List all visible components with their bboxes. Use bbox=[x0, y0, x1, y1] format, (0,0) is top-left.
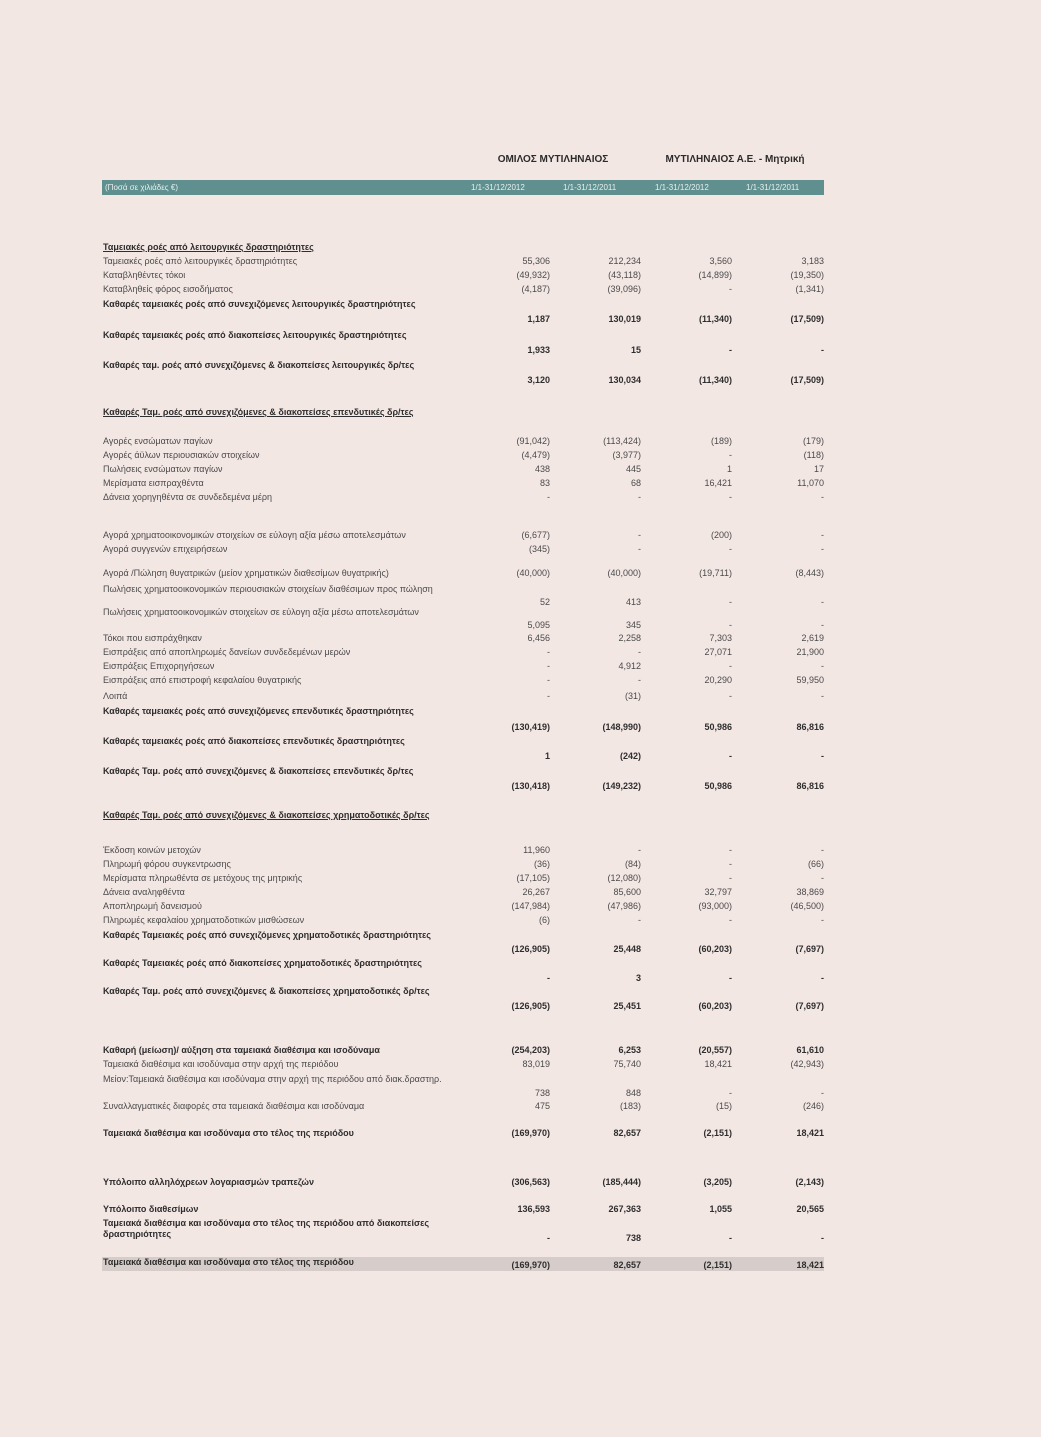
value-cell-col2: (185,444) bbox=[602, 1177, 641, 1187]
value-cell-col2: 212,234 bbox=[608, 256, 641, 266]
value-cell-col1: 83,019 bbox=[522, 1059, 550, 1069]
subtotal-row bbox=[102, 1257, 824, 1271]
row-label: Μερίσματα πληρωθέντα σε μετόχους της μητρικής bbox=[103, 873, 303, 883]
value-cell-col3: 18,421 bbox=[704, 1059, 732, 1069]
value-cell-col2: 413 bbox=[625, 597, 641, 607]
subtotal-row bbox=[102, 1128, 824, 1139]
table-row bbox=[102, 1074, 824, 1099]
table-row bbox=[102, 915, 824, 926]
value-cell-col2: (148,990) bbox=[602, 722, 641, 732]
table-row bbox=[102, 661, 824, 672]
row-label: Υπόλοιπο διαθεσίμων bbox=[103, 1204, 199, 1214]
value-cell-col1: 26,267 bbox=[522, 887, 550, 897]
value-cell-col1: (4,187) bbox=[521, 284, 550, 294]
value-cell-col1: (49,932) bbox=[516, 270, 550, 280]
value-cell-col2: (113,424) bbox=[603, 436, 641, 446]
row-label: Αγορές άϋλων περιουσιακών στοιχείων bbox=[103, 450, 260, 460]
row-label: Εισπράξεις Επιχορηγήσεων bbox=[103, 661, 215, 671]
value-cell-col2: 25,451 bbox=[613, 1001, 641, 1011]
value-cell-col4: (179) bbox=[802, 436, 824, 446]
value-cell-col3: 7,303 bbox=[709, 633, 732, 643]
value-cell-col2: - bbox=[638, 647, 641, 657]
value-cell-col1: 3,120 bbox=[527, 375, 550, 385]
row-label: Ταμειακές ροές από λειτουργικές δραστηριότητες bbox=[103, 242, 314, 252]
value-cell-col2: (149,232) bbox=[602, 781, 641, 791]
value-cell-col3: - bbox=[729, 915, 732, 925]
subtotal-row bbox=[102, 930, 824, 955]
value-cell-col3: (2,151) bbox=[703, 1128, 732, 1138]
value-cell-col3: (3,205) bbox=[703, 1177, 732, 1187]
value-cell-col2: - bbox=[638, 492, 641, 502]
subtotal-row bbox=[102, 736, 824, 762]
subtotal-row bbox=[102, 958, 824, 984]
value-cell-col1: (36) bbox=[533, 859, 550, 869]
value-cell-col2: (47,986) bbox=[607, 901, 641, 911]
value-cell-col1: - bbox=[547, 691, 550, 701]
value-cell-col1: (169,970) bbox=[511, 1260, 550, 1270]
value-cell-col2: 267,363 bbox=[608, 1204, 641, 1214]
table-row bbox=[102, 607, 824, 631]
value-cell-col3: - bbox=[729, 859, 732, 869]
value-cell-col1: (306,563) bbox=[511, 1177, 550, 1187]
table-row bbox=[102, 530, 824, 541]
value-cell-col4: 38,869 bbox=[796, 887, 824, 897]
subtotal-row bbox=[102, 706, 824, 733]
subtotal-row bbox=[102, 1045, 824, 1056]
value-cell-col2: - bbox=[638, 845, 641, 855]
value-cell-col1: 738 bbox=[534, 1088, 550, 1098]
value-cell-col4: (17,509) bbox=[790, 375, 824, 385]
row-label: Πωλήσεις χρηματοοικονομικών περιουσιακών στοιχείων διαθέσιμων προς πώληση bbox=[103, 584, 433, 594]
value-cell-col3: (93,000) bbox=[698, 901, 732, 911]
value-cell-col2: (84) bbox=[624, 859, 641, 869]
value-cell-col3: 16,421 bbox=[704, 478, 732, 488]
value-cell-col1: 1,187 bbox=[527, 314, 550, 324]
row-label: Μείον:Ταμειακά διαθέσιμα και ισοδύναμα στην αρχή της περιόδου από διακ.δραστηρ. bbox=[103, 1074, 442, 1084]
row-label: Πληρωμή φόρου συγκεντρωσης bbox=[103, 859, 231, 869]
value-cell-col3: (2,151) bbox=[703, 1260, 732, 1270]
value-cell-col4: (17,509) bbox=[790, 314, 824, 324]
row-label: Καθαρές Ταμ. ροές από συνεχιζόμενες & διακοπείσες χρηματοδοτικές δρ/τες bbox=[103, 810, 430, 820]
row-label: Καταβληθέντες τόκοι bbox=[103, 270, 186, 280]
value-cell-col4: 86,816 bbox=[796, 781, 824, 791]
value-cell-col3: (11,340) bbox=[698, 375, 732, 385]
value-cell-col1: (126,905) bbox=[511, 1001, 550, 1011]
value-cell-col4: (7,697) bbox=[795, 1001, 824, 1011]
row-label: Καθαρές Ταμειακές ροές από συνεχιζόμενες χρηματοδοτικές δραστηριότητες bbox=[103, 930, 431, 940]
value-cell-col3: - bbox=[729, 661, 732, 671]
value-cell-col1: - bbox=[547, 661, 550, 671]
row-label: Πληρωμές κεφαλαίου χρηματοδοτικών μισθώσεων bbox=[103, 915, 305, 925]
value-cell-col4: (2,143) bbox=[795, 1177, 824, 1187]
value-cell-col3: - bbox=[729, 345, 732, 355]
value-cell-col4: - bbox=[821, 597, 824, 607]
value-cell-col1: - bbox=[547, 973, 550, 983]
value-cell-col1: (147,984) bbox=[511, 901, 550, 911]
col-header-3: 1/1-31/12/2012 bbox=[655, 183, 709, 192]
value-cell-col2: 445 bbox=[625, 464, 641, 474]
value-cell-col4: 86,816 bbox=[796, 722, 824, 732]
value-cell-col1: - bbox=[547, 675, 550, 685]
table-row bbox=[102, 478, 824, 489]
value-cell-col2: 345 bbox=[625, 620, 641, 630]
value-cell-col2: - bbox=[638, 915, 641, 925]
value-cell-col2: (3,977) bbox=[612, 450, 641, 460]
units-label: (Ποσά σε χιλιάδες €) bbox=[105, 183, 178, 192]
value-cell-col3: 50,986 bbox=[704, 781, 732, 791]
value-cell-col1: 52 bbox=[539, 597, 550, 607]
value-cell-col2: - bbox=[638, 675, 641, 685]
value-cell-col2: 2,258 bbox=[618, 633, 641, 643]
table-row bbox=[102, 256, 824, 267]
value-cell-col1: 55,306 bbox=[522, 256, 550, 266]
value-cell-col4: - bbox=[821, 873, 824, 883]
value-cell-col1: 136,593 bbox=[517, 1204, 550, 1214]
value-cell-col3: - bbox=[729, 1233, 732, 1243]
subtotal-row bbox=[102, 330, 824, 356]
row-label: Αγορές ενσώματων παγίων bbox=[103, 436, 213, 446]
value-cell-col2: 3 bbox=[635, 973, 641, 983]
row-label: Καθαρές Ταμ. ροές από συνεχιζόμενες & διακοπείσες επενδυτικές δρ/τες bbox=[103, 407, 414, 417]
value-cell-col2: 738 bbox=[625, 1233, 641, 1243]
row-label: Ταμειακά διαθέσιμα και ισοδύναμα στο τέλος της περιόδου bbox=[103, 1128, 354, 1138]
value-cell-col3: 32,797 bbox=[704, 887, 732, 897]
row-label: Ταμειακά διαθέσιμα και ισοδύναμα στο τέλος της περιόδου bbox=[103, 1257, 354, 1267]
col-header-1: 1/1-31/12/2012 bbox=[471, 183, 525, 192]
value-cell-col4: - bbox=[821, 620, 824, 630]
table-row bbox=[102, 691, 824, 702]
value-cell-col3: (60,203) bbox=[698, 1001, 732, 1011]
section-header-row bbox=[102, 242, 824, 254]
value-cell-col1: (130,419) bbox=[511, 722, 550, 732]
row-label: Καθαρές ταμ. ροές από συνεχιζόμενες & διακοπείσες λειτουργικές δρ/τες bbox=[103, 360, 415, 370]
value-cell-col1: - bbox=[547, 492, 550, 502]
section-header-row bbox=[102, 810, 824, 834]
value-cell-col2: 82,657 bbox=[613, 1260, 641, 1270]
value-cell-col1: 6,456 bbox=[527, 633, 550, 643]
value-cell-col4: 59,950 bbox=[796, 675, 824, 685]
row-label: Καθαρή (μείωση)/ αύξηση στα ταμειακά διαθέσιμα και ισοδύναμα bbox=[103, 1045, 380, 1055]
row-label: Καθαρές Ταμειακές ροές από διακοπείσες χρηματοδοτικές δραστηριότητες bbox=[103, 958, 422, 968]
value-cell-col2: 848 bbox=[625, 1088, 641, 1098]
value-cell-col4: - bbox=[821, 845, 824, 855]
value-cell-col2: 82,657 bbox=[613, 1128, 641, 1138]
table-row bbox=[102, 270, 824, 281]
subtotal-row bbox=[102, 1204, 824, 1215]
group-header-consolidated: ΟΜΙΛΟΣ ΜΥΤΙΛΗΝΑΙΟΣ bbox=[497, 154, 609, 165]
value-cell-col3: 50,986 bbox=[704, 722, 732, 732]
value-cell-col4: (246) bbox=[802, 1101, 824, 1111]
value-cell-col1: 5,095 bbox=[527, 620, 550, 630]
row-label: Μερίσματα εισπραχθέντα bbox=[103, 478, 204, 488]
value-cell-col1: (254,203) bbox=[511, 1045, 550, 1055]
value-cell-col1: (169,970) bbox=[511, 1128, 550, 1138]
value-cell-col4: - bbox=[821, 530, 824, 540]
value-cell-col3: - bbox=[729, 620, 732, 630]
table-row bbox=[102, 492, 824, 503]
value-cell-col3: 1,055 bbox=[709, 1204, 732, 1214]
value-cell-col1: (4,479) bbox=[521, 450, 550, 460]
row-label: Τόκοι που εισπράχθηκαν bbox=[103, 633, 202, 643]
value-cell-col2: 25,448 bbox=[613, 944, 641, 954]
col-header-4: 1/1-31/12/2011 bbox=[746, 183, 800, 192]
value-cell-col3: - bbox=[729, 845, 732, 855]
value-cell-col3: 27,071 bbox=[704, 647, 732, 657]
value-cell-col1: 1,933 bbox=[527, 345, 550, 355]
value-cell-col4: (8,443) bbox=[795, 568, 824, 578]
value-cell-col3: - bbox=[729, 751, 732, 761]
row-label: Αγορά χρηματοοικονομικών στοιχείων σε εύλογη αξία μέσω αποτελεσμάτων bbox=[103, 530, 406, 540]
value-cell-col4: - bbox=[821, 492, 824, 502]
value-cell-col1: (6,677) bbox=[521, 530, 550, 540]
table-row bbox=[102, 544, 824, 555]
value-cell-col1: 438 bbox=[534, 464, 550, 474]
subtotal-row bbox=[102, 766, 824, 792]
value-cell-col1: (6) bbox=[539, 915, 550, 925]
value-cell-col4: - bbox=[821, 691, 824, 701]
value-cell-col2: 4,912 bbox=[618, 661, 641, 671]
value-cell-col4: (1,341) bbox=[795, 284, 824, 294]
value-cell-col4: (66) bbox=[807, 859, 824, 869]
value-cell-col2: 15 bbox=[630, 345, 641, 355]
value-cell-col4: (42,943) bbox=[790, 1059, 824, 1069]
value-cell-col1: - bbox=[547, 1233, 550, 1243]
subtotal-row bbox=[102, 1177, 824, 1188]
value-cell-col3: (15) bbox=[715, 1101, 732, 1111]
section-header-row bbox=[102, 407, 824, 431]
column-header-bar bbox=[102, 180, 824, 195]
row-label: Αγορά /Πώληση θυγατρικών (μείον χρηματικών διαθεσίμων θυγατρικής) bbox=[103, 568, 389, 578]
value-cell-col3: - bbox=[729, 284, 732, 294]
table-row bbox=[102, 887, 824, 898]
row-label: Καθαρές ταμειακές ροές από διακοπείσες λειτουργικές δραστηριότητες bbox=[103, 330, 407, 340]
row-label: Καθαρές Ταμ. ροές από συνεχιζόμενες & διακοπείσες επενδυτικές δρ/τες bbox=[103, 766, 414, 776]
value-cell-col4: 17 bbox=[813, 464, 824, 474]
table-row bbox=[102, 633, 824, 644]
value-cell-col3: 20,290 bbox=[704, 675, 732, 685]
row-label: Πωλήσεις χρηματοοικονομικών στοιχείων σε εύλογη αξία μέσω αποτελεσμάτων bbox=[103, 607, 419, 617]
value-cell-col1: (40,000) bbox=[516, 568, 550, 578]
value-cell-col3: - bbox=[729, 544, 732, 554]
value-cell-col1: (17,105) bbox=[516, 873, 550, 883]
group-header-parent: ΜΥΤΙΛΗΝΑΙΟΣ Α.Ε. - Μητρική bbox=[665, 154, 805, 165]
value-cell-col3: 3,560 bbox=[709, 256, 732, 266]
value-cell-col4: 20,565 bbox=[796, 1204, 824, 1214]
row-label: Ταμειακά διαθέσιμα και ισοδύναμα στην αρχή της περιόδου bbox=[103, 1059, 339, 1069]
row-label: Καταβληθείς φόρος εισοδήματος bbox=[103, 284, 233, 294]
row-label: Ταμειακά διαθέσιμα και ισοδύναμα στο τέλος της περιόδου από διακοπείσες δραστηριότητες bbox=[103, 1218, 430, 1239]
value-cell-col2: 68 bbox=[630, 478, 641, 488]
value-cell-col2: (242) bbox=[619, 751, 641, 761]
value-cell-col4: - bbox=[821, 915, 824, 925]
row-label: Εισπράξεις από επιστροφή κεφαλαίου θυγατρικής bbox=[103, 675, 302, 685]
value-cell-col2: 130,034 bbox=[608, 375, 641, 385]
value-cell-col4: 2,619 bbox=[801, 633, 824, 643]
row-label: Πωλήσεις ενσώματων παγίων bbox=[103, 464, 223, 474]
table-row bbox=[102, 873, 824, 884]
value-cell-col2: (12,080) bbox=[607, 873, 641, 883]
value-cell-col1: (91,042) bbox=[516, 436, 550, 446]
value-cell-col3: - bbox=[729, 450, 732, 460]
value-cell-col4: (19,350) bbox=[790, 270, 824, 280]
value-cell-col3: - bbox=[729, 973, 732, 983]
value-cell-col4: 18,421 bbox=[796, 1260, 824, 1270]
row-label: Καθαρές ταμειακές ροές από συνεχιζόμενες λειτουργικές δραστηριότητες bbox=[103, 299, 416, 309]
value-cell-col3: - bbox=[729, 873, 732, 883]
value-cell-col4: 18,421 bbox=[796, 1128, 824, 1138]
table-row bbox=[102, 675, 824, 686]
value-cell-col3: (60,203) bbox=[698, 944, 732, 954]
value-cell-col4: (46,500) bbox=[790, 901, 824, 911]
value-cell-col3: (189) bbox=[710, 436, 732, 446]
value-cell-col3: (200) bbox=[710, 530, 732, 540]
value-cell-col4: 21,900 bbox=[796, 647, 824, 657]
row-label: Καθαρές ταμειακές ροές από διακοπείσες επενδυτικές δραστηριότητες bbox=[103, 736, 405, 746]
value-cell-col2: 130,019 bbox=[608, 314, 641, 324]
value-cell-col1: 11,960 bbox=[523, 845, 550, 855]
value-cell-col4: - bbox=[821, 1233, 824, 1243]
col-header-2: 1/1-31/12/2011 bbox=[563, 183, 617, 192]
table-row bbox=[102, 1101, 824, 1112]
subtotal-row bbox=[102, 986, 824, 1012]
value-cell-col2: 85,600 bbox=[613, 887, 641, 897]
value-cell-col2: (43,118) bbox=[608, 270, 641, 280]
value-cell-col2: (183) bbox=[619, 1101, 641, 1111]
table-row bbox=[102, 845, 824, 856]
value-cell-col1: (130,418) bbox=[511, 781, 550, 791]
row-label: Εισπράξεις από αποπληρωμές δανείων συνδεδεμένων μερών bbox=[103, 647, 351, 657]
table-row bbox=[102, 584, 824, 608]
value-cell-col1: 1 bbox=[544, 751, 550, 761]
table-row bbox=[102, 568, 824, 579]
value-cell-col2: (40,000) bbox=[607, 568, 641, 578]
table-row bbox=[102, 901, 824, 912]
table-row bbox=[102, 436, 824, 447]
value-cell-col1: (126,905) bbox=[511, 944, 550, 954]
value-cell-col4: 61,610 bbox=[796, 1045, 824, 1055]
row-label: Έκδοση κοινών μετοχών bbox=[103, 845, 201, 855]
value-cell-col4: (7,697) bbox=[795, 944, 824, 954]
table-row bbox=[102, 647, 824, 658]
value-cell-col4: - bbox=[821, 751, 824, 761]
row-label: Ταμειακές ροές από λειτουργικές δραστηριότητες bbox=[103, 256, 298, 266]
value-cell-col3: (19,711) bbox=[699, 568, 732, 578]
value-cell-col1: 475 bbox=[534, 1101, 550, 1111]
value-cell-col4: 3,183 bbox=[801, 256, 824, 266]
value-cell-col3: (11,340) bbox=[698, 314, 732, 324]
value-cell-col4: - bbox=[821, 345, 824, 355]
subtotal-row bbox=[102, 360, 824, 386]
subtotal-row bbox=[102, 1218, 824, 1244]
value-cell-col2: - bbox=[638, 530, 641, 540]
value-cell-col1: (345) bbox=[528, 544, 550, 554]
row-label: Αγορά συγγενών επιχειρήσεων bbox=[103, 544, 228, 554]
value-cell-col3: - bbox=[729, 1088, 732, 1098]
row-label: Λοιπά bbox=[103, 691, 128, 701]
row-label: Καθαρές ταμειακές ροές από συνεχιζόμενες επενδυτικές δραστηριότητες bbox=[103, 706, 414, 716]
value-cell-col2: 75,740 bbox=[613, 1059, 641, 1069]
row-label: Δάνεια αναληφθέντα bbox=[103, 887, 185, 897]
value-cell-col3: - bbox=[729, 492, 732, 502]
table-row bbox=[102, 464, 824, 475]
value-cell-col4: - bbox=[821, 544, 824, 554]
value-cell-col4: (118) bbox=[803, 450, 824, 460]
value-cell-col3: - bbox=[729, 691, 732, 701]
value-cell-col3: (20,557) bbox=[698, 1045, 732, 1055]
value-cell-col3: 1 bbox=[726, 464, 732, 474]
row-label: Συναλλαγματικές διαφορές στα ταμειακά διαθέσιμα και ισοδύναμα bbox=[103, 1101, 365, 1111]
value-cell-col4: - bbox=[821, 1088, 824, 1098]
table-row bbox=[102, 284, 824, 295]
value-cell-col3: - bbox=[729, 597, 732, 607]
table-row bbox=[102, 1059, 824, 1070]
value-cell-col4: - bbox=[821, 973, 824, 983]
row-label: Αποπληρωμή δανεισμού bbox=[103, 901, 202, 911]
row-label: Υπόλοιπο αλληλόχρεων λογαριασμών τραπεζών bbox=[103, 1177, 314, 1187]
value-cell-col4: - bbox=[821, 661, 824, 671]
table-row bbox=[102, 859, 824, 870]
value-cell-col3: (14,899) bbox=[698, 270, 732, 280]
value-cell-col2: 6,253 bbox=[618, 1045, 641, 1055]
value-cell-col1: - bbox=[547, 647, 550, 657]
value-cell-col2: (31) bbox=[624, 691, 641, 701]
subtotal-row bbox=[102, 299, 824, 325]
row-label: Δάνεια χορηγηθέντα σε συνδεδεμένα μέρη bbox=[103, 492, 273, 502]
value-cell-col1: 83 bbox=[539, 478, 550, 488]
row-label: Καθαρές Ταμ. ροές από συνεχιζόμενες & διακοπείσες χρηματοδοτικές δρ/τες bbox=[103, 986, 430, 996]
table-row bbox=[102, 450, 824, 461]
value-cell-col4: 11,070 bbox=[797, 478, 824, 488]
value-cell-col2: - bbox=[638, 544, 641, 554]
value-cell-col2: (39,096) bbox=[607, 284, 641, 294]
